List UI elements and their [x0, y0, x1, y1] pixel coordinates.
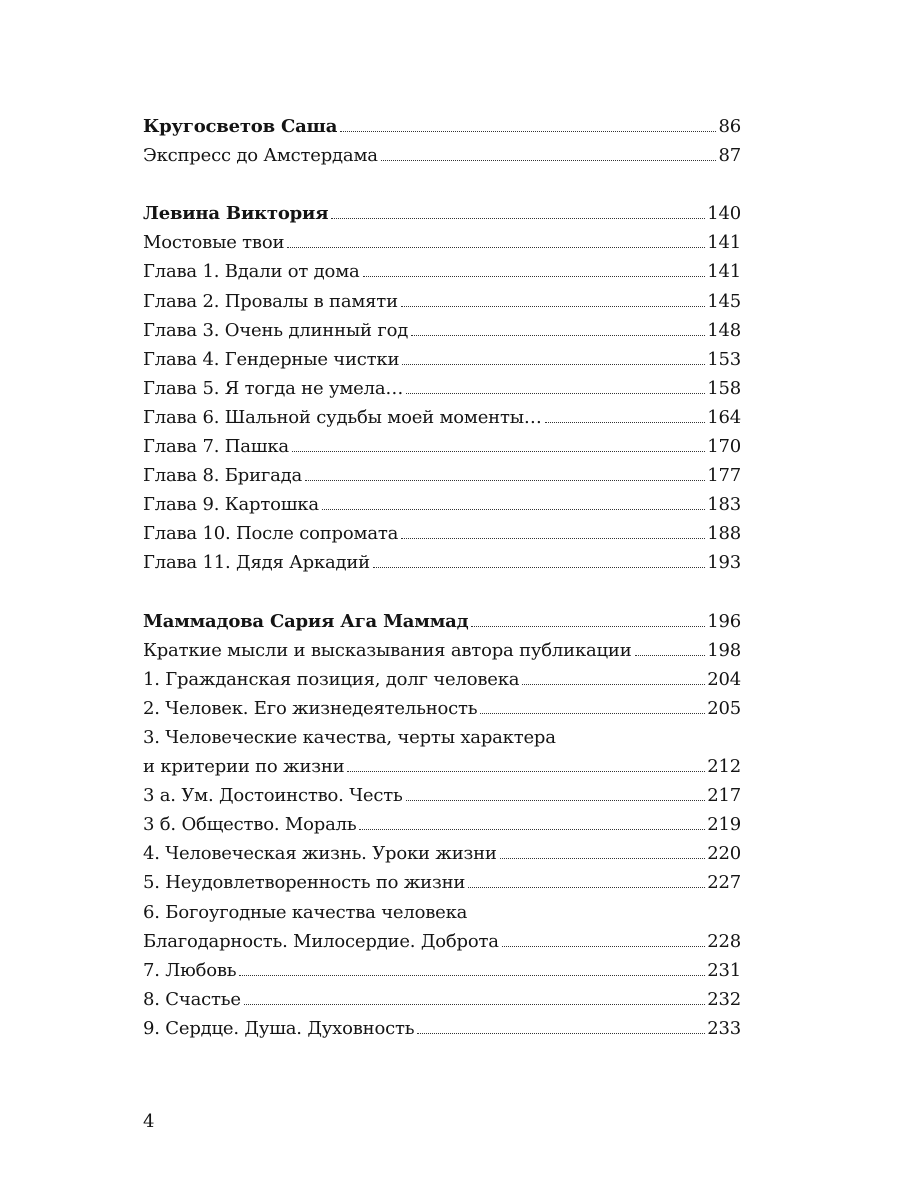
page-number: 227 [707, 872, 741, 894]
page-number: 164 [707, 406, 741, 428]
page-number: 196 [707, 610, 741, 632]
toc-entry [143, 985, 741, 1014]
dot-leader [500, 858, 706, 859]
toc-entry [143, 636, 741, 665]
entry-title: Глава 5. Я тогда не умела… [143, 377, 404, 399]
author-name: Маммадова Сария Ага Маммад [143, 610, 469, 632]
page-number: 198 [707, 639, 741, 661]
dot-leader [340, 131, 716, 132]
toc-entry [143, 316, 741, 345]
dot-leader [381, 160, 717, 161]
dot-leader [363, 276, 706, 277]
dot-leader [292, 451, 705, 452]
entry-title-first-line: 3. Человеческие качества, черты характера [143, 726, 556, 748]
toc-entry [143, 868, 741, 897]
page-number: 212 [707, 756, 741, 778]
dot-leader [480, 713, 705, 714]
section-spacer [143, 170, 741, 199]
entry-title: 7. Любовь [143, 959, 237, 981]
page-number: 145 [707, 290, 741, 312]
page-number: 205 [707, 697, 741, 719]
page-number: 183 [707, 494, 741, 516]
entry-title: Глава 8. Бригада [143, 465, 303, 487]
toc-entry [143, 839, 741, 868]
toc-entry [143, 665, 741, 694]
toc-entry [143, 228, 741, 257]
toc-entry [143, 403, 741, 432]
toc-entry [143, 432, 741, 461]
page-number: 220 [707, 843, 741, 865]
dot-leader [331, 218, 705, 219]
author-name: Левина Виктория [143, 203, 329, 225]
dot-leader [401, 306, 705, 307]
page-number: 188 [707, 523, 741, 545]
page-folio: 4 [143, 1111, 155, 1132]
toc-entry [143, 461, 741, 490]
entry-title: 3 а. Ум. Достоинство. Честь [143, 785, 403, 807]
dot-leader [401, 538, 705, 539]
page-number: 231 [707, 959, 741, 981]
dot-leader [239, 975, 705, 976]
page-number: 87 [718, 145, 741, 167]
author-name: Кругосветов Саша [143, 116, 338, 137]
page-number: 153 [707, 348, 741, 370]
entry-title: Глава 4. Гендерные чистки [143, 348, 400, 370]
dot-leader [471, 626, 705, 627]
entry-title: Глава 3. Очень длинный год [143, 319, 409, 341]
page-number: 158 [707, 377, 741, 399]
dot-leader [359, 829, 705, 830]
dot-leader [468, 887, 705, 888]
page-number: 148 [707, 319, 741, 341]
entry-title: 9. Сердце. Душа. Духовность [143, 1017, 415, 1039]
entry-title: Глава 9. Картошка [143, 494, 319, 516]
entry-title: и критерии по жизни [143, 756, 345, 778]
entry-title: 8. Счастье [143, 988, 241, 1010]
page-number: 232 [707, 988, 741, 1010]
dot-leader [347, 771, 705, 772]
dot-leader [373, 567, 705, 568]
entry-title: Краткие мысли и высказывания автора публикации [143, 639, 632, 661]
toc-entry [143, 490, 741, 519]
entry-title: Глава 11. Дядя Аркадий [143, 552, 370, 574]
entry-title: 2. Человек. Его жизнедеятельность [143, 697, 478, 719]
toc-entry [143, 810, 741, 839]
toc-entry [143, 257, 741, 286]
entry-title: Мостовые твои [143, 232, 285, 254]
section-spacer [143, 578, 741, 607]
toc-entry [143, 141, 741, 170]
entry-title: Глава 6. Шальной судьбы моей моменты… [143, 406, 542, 428]
toc-entry [143, 519, 741, 548]
entry-title: 1. Гражданская позиция, долг человека [143, 668, 520, 690]
dot-leader [406, 393, 705, 394]
toc-entry [143, 694, 741, 723]
entry-title: Благодарность. Милосердие. Доброта [143, 930, 499, 952]
page-number: 86 [718, 116, 741, 137]
toc-entry [143, 752, 741, 781]
page-number: 228 [707, 930, 741, 952]
page-number: 217 [707, 785, 741, 807]
entry-title: 3 б. Общество. Мораль [143, 814, 357, 836]
dot-leader [305, 480, 705, 481]
page-number: 219 [707, 814, 741, 836]
dot-leader [244, 1004, 705, 1005]
entry-title: Глава 2. Провалы в памяти [143, 290, 398, 312]
toc-author-entry [143, 112, 741, 141]
page-number: 233 [707, 1017, 741, 1039]
entry-title-first-line: 6. Богоугодные качества человека [143, 901, 468, 923]
dot-leader [545, 422, 706, 423]
page-number: 141 [707, 261, 741, 283]
entry-title: Глава 10. После сопромата [143, 523, 399, 545]
toc-entry [143, 287, 741, 316]
dot-leader [402, 364, 705, 365]
toc-author-entry [143, 607, 741, 636]
toc-entry [143, 374, 741, 403]
dot-leader [287, 247, 705, 248]
entry-title: Глава 1. Вдали от дома [143, 261, 360, 283]
table-of-contents [143, 112, 741, 1043]
toc-entry [143, 345, 741, 374]
dot-leader [522, 684, 705, 685]
toc-entry [143, 548, 741, 577]
page-number: 141 [707, 232, 741, 254]
dot-leader [406, 800, 706, 801]
dot-leader [417, 1033, 705, 1034]
dot-leader [411, 335, 705, 336]
toc-entry [143, 927, 741, 956]
toc-entry [143, 956, 741, 985]
toc-entry [143, 1014, 741, 1043]
dot-leader [502, 946, 705, 947]
dot-leader [322, 509, 705, 510]
page-number: 170 [707, 436, 741, 458]
entry-title: Глава 7. Пашка [143, 436, 289, 458]
page-number: 177 [707, 465, 741, 487]
entry-title: 5. Неудовлетворенность по жизни [143, 872, 466, 894]
dot-leader [635, 655, 706, 656]
toc-entry [143, 781, 741, 810]
toc-author-entry [143, 199, 741, 228]
entry-title: 4. Человеческая жизнь. Уроки жизни [143, 843, 497, 865]
page-number: 140 [707, 203, 741, 225]
page-number: 204 [707, 668, 741, 690]
page-number: 193 [707, 552, 741, 574]
entry-title: Экспресс до Амстердама [143, 145, 378, 167]
